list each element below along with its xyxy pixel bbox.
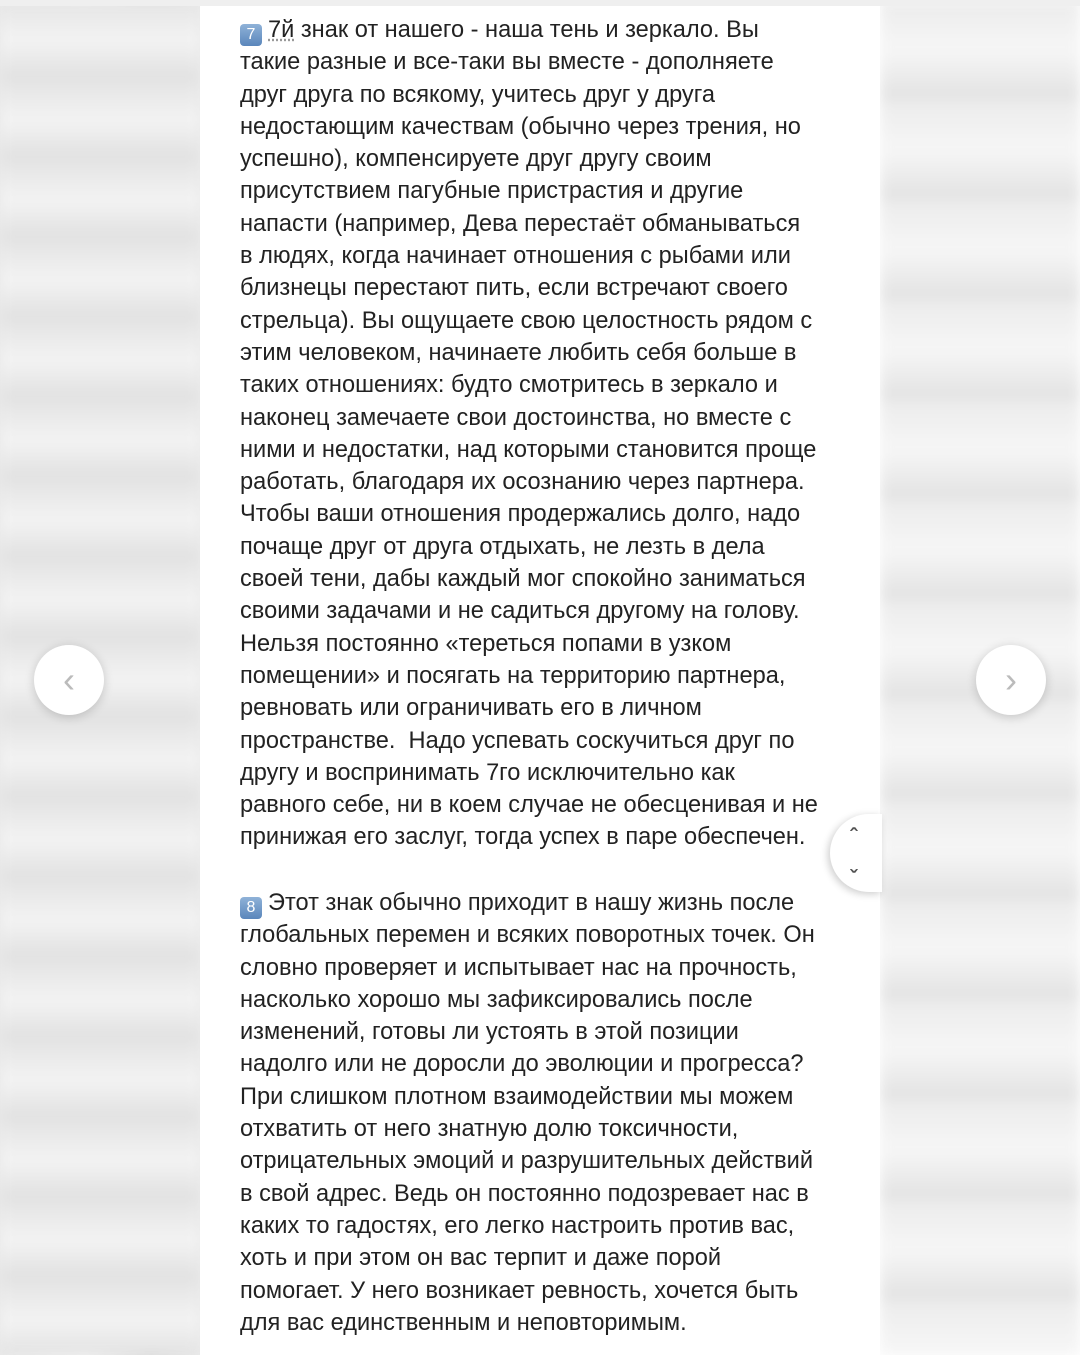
text-line: своей тени, дабы каждый мог спокойно заниматься bbox=[240, 566, 806, 593]
text-line: присутствием пагубные пристрастия и другие bbox=[240, 178, 744, 205]
text-line: надолго или не доросли до эволюции и прогресса? bbox=[240, 1051, 804, 1078]
text-line: друг друга по всякому, учитесь друг у друга bbox=[240, 81, 715, 108]
keycap-8-icon: 8 bbox=[240, 897, 262, 919]
text-line: наконец замечаете свои достоинства, но вместе с bbox=[240, 404, 792, 431]
text-line: для вас единственным и неповторимым. bbox=[240, 1309, 687, 1336]
text-line: ними и недостатки, над которыми становится проще bbox=[240, 436, 817, 463]
keycap-7-icon: 7 bbox=[240, 24, 262, 46]
text-line: отхватить от него знатную долю токсичности, bbox=[240, 1116, 739, 1143]
text-line: принижая его заслуг, тогда успех в паре обеспечен. bbox=[240, 824, 806, 851]
first-word-link: 7й bbox=[268, 17, 295, 43]
text-line: При слишком плотном взаимодействии мы можем bbox=[240, 1083, 794, 1110]
text-line: равного себе, ни в коем случае не обесценивая и не bbox=[240, 792, 818, 819]
previous-button[interactable] bbox=[34, 645, 104, 715]
text-line: напасти (например, Дева перестаёт обманываться bbox=[240, 210, 801, 237]
text-line: стрельца). Вы ощущаете свою целостность рядом с bbox=[240, 307, 813, 334]
post-image-panel bbox=[200, 6, 880, 1355]
text-line: отрицательных эмоций и разрушительных действий bbox=[240, 1148, 814, 1175]
text-line: своими задачами и не садиться другому на голову. bbox=[240, 598, 800, 625]
paragraph-7 bbox=[240, 14, 818, 854]
text-line: насколько хорошо мы зафиксировались после bbox=[240, 986, 753, 1013]
text-line: работать, благодаря их осознанию через партнера. bbox=[240, 469, 805, 496]
text-line: хоть и при этом он вас терпит и даже порой bbox=[240, 1245, 722, 1272]
next-button[interactable] bbox=[976, 645, 1046, 715]
text-line: глобальных перемен и всяких поворотных точек. Он bbox=[240, 922, 815, 949]
text-line: Чтобы ваши отношения продержались долго, надо bbox=[240, 501, 801, 528]
paragraph-8 bbox=[240, 887, 815, 1339]
text-line: в людях, когда начинает отношения с рыбами или bbox=[240, 243, 791, 270]
text-line: в свой адрес. Ведь он постоянно подозревает нас в bbox=[240, 1180, 809, 1207]
text-line: почаще друг от друга отдыхать, не лезть в дела bbox=[240, 533, 765, 560]
chevron-right-icon: › bbox=[1005, 659, 1017, 700]
text-line: успешно), компенсируете друг другу своим bbox=[240, 146, 712, 173]
text-line: помогает. У него возникает ревность, хочется быть bbox=[240, 1277, 799, 1304]
text-line: изменений, готовы ли устоять в этой позиции bbox=[240, 1019, 739, 1046]
text-line: знак от нашего - наша тень и зеркало. Вы bbox=[294, 17, 759, 43]
text-line: этим человеком, начинаете любить себя больше в bbox=[240, 339, 797, 366]
text-line: Нельзя постоянно «тереться попами в узком bbox=[240, 630, 732, 657]
text-line: каких то гадостях, его легко настроить против вас, bbox=[240, 1212, 795, 1239]
chevron-up-icon: ˆ bbox=[850, 824, 858, 849]
text-line: словно проверяет и испытывает нас на прочность, bbox=[240, 954, 797, 981]
text-line: Этот знак обычно приходит в нашу жизнь после bbox=[268, 890, 795, 916]
text-line: ревновать или ограничивать его в личном bbox=[240, 695, 702, 722]
text-line: помещении» и посягать на территорию партнера, bbox=[240, 662, 786, 689]
chevron-down-icon: ˆ bbox=[850, 851, 858, 876]
text-line: пространстве. Надо успевать соскучиться друг по bbox=[240, 727, 795, 754]
chevron-left-icon: ‹ bbox=[63, 659, 75, 700]
text-line: недостающим качествам (обычно через трения, но bbox=[240, 113, 801, 140]
text-line: таких отношениях: будто смотритесь в зеркало и bbox=[240, 372, 778, 399]
text-line: близнецы перестают пить, если встречают своего bbox=[240, 275, 788, 302]
text-line: другу и воспринимать 7го исключительно как bbox=[240, 759, 735, 786]
text-line: такие разные и все-таки вы вместе - дополняете bbox=[240, 49, 774, 76]
